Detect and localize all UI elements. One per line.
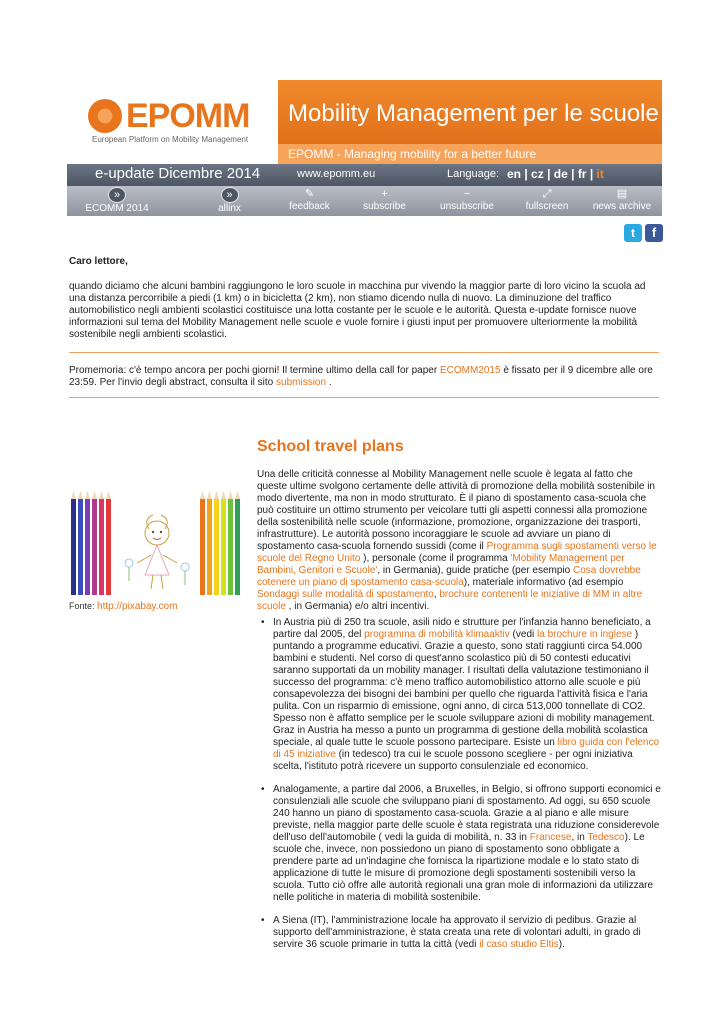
inline-link[interactable]: libro guida con l'elenco di 45 iniziative — [273, 737, 660, 760]
examples-list — [258, 617, 662, 962]
inline-link[interactable]: programma di mobilità klimaaktiv — [364, 629, 510, 640]
inline-text: ). Le scuole che, invece, non possiedono un piano di spostamento sono obbligate a prendere parte ad un'indagine che fornisca la ripartizione modale e lo stato stato di applicazione di tutte le misure di promozione degli spostamenti sostenibili verso la scuola. Tutto ciò offre alle autorità regionali una gran mole di informazioni da utilizzare nelle politiche in materia di mobilità sostenibile. — [273, 832, 654, 903]
intro-paragraph: quando diciamo che alcuni bambini raggiungono le loro scuole in macchina pur vivendo la maggior parte di loro vicino la scuola ad una distanza percorribile a piedi (1 km) o in bicicletta (2 km), non stiamo dicendo nulla di nuovo. La diminuzione del traffico automobilistico negli ambienti scolastici costituisce una lotta costante per le scuole e le autorità. Questa e-update fornisce nuove informazioni sul tema del Mobility Management nelle scuole e vuole fornire i giusti input per promuovere ulteriormente la mobilità sostenibile negli ambienti scolastici. — [69, 281, 646, 340]
logo-text: EPOMM — [126, 97, 250, 135]
nav-item-label: feedback — [289, 201, 330, 212]
section-title: School travel plans — [257, 438, 404, 455]
nav-item-label: ECOMM 2014 — [85, 203, 149, 214]
inline-link[interactable]: 'Mobility Management per Bambini, Genitori e Scuole' — [257, 553, 625, 576]
pencil-tip — [99, 491, 104, 499]
reminder-text: è fissato per il 9 dicembre alle ore 23:59. Per l'invio degli abstract, consulta il sito — [69, 365, 653, 388]
inline-link[interactable]: brochure contenenti le iniziative di MM in altre scuole — [257, 589, 643, 612]
pencil — [78, 499, 83, 595]
language-de[interactable]: de — [553, 167, 568, 181]
section-intro — [257, 469, 662, 613]
pencil — [228, 499, 233, 595]
fullscreen-icon: ⤢ — [542, 188, 552, 200]
pencil — [106, 499, 111, 595]
nav-item-feedback[interactable] — [272, 186, 347, 216]
logo-subtitle: European Platform on Mobility Management — [92, 135, 249, 144]
inline-link[interactable]: Sondaggi sulle modalità di spostamento — [257, 589, 434, 600]
title-banner — [278, 80, 662, 144]
inline-text: ). — [558, 939, 565, 950]
archive-icon: ▤ — [616, 188, 628, 200]
language-en[interactable]: en — [507, 167, 522, 181]
inline-link[interactable]: Francese — [529, 832, 572, 843]
nav-item-ecomm-2014[interactable] — [67, 186, 167, 216]
language-it[interactable]: it — [596, 167, 604, 181]
nav-icon-bar — [67, 186, 662, 216]
inline-link[interactable]: la brochure in inglese — [537, 629, 633, 640]
reminder-paragraph — [69, 365, 659, 389]
greeting: Caro lettore, — [69, 256, 128, 267]
inline-link[interactable]: il caso studio Eltis — [479, 939, 559, 950]
pencil — [235, 499, 240, 595]
inline-text: ) puntando a programme educativi. Grazie a questo, sono stati raggiunti circa 54.000 bambini e studenti. Nel corso di quest'anno scolastico più di 50 contesti educativi saranno supportati da un mobility manager. I risultati della valutazione testimoniano il successo del programma: c'è meno traffico automobilistico attorno alle scuole e più consapevolezza dei bisogni dei bambini per quello che riguarda l'attività fisica e l'aria pulita. Con un risparmio di emissione, ogni anno, di circa 513,000 tonnellate di CO2. Spesso non è affatto semplice per le scuole sviluppare azioni di mobility management. Graz in Austria ha messo a punto un programma di gestione della mobilità scolastica speciale, al quale tutte le scuole possono partecipare. Esiste un — [273, 629, 655, 748]
nav-item-subscribe[interactable] — [347, 186, 422, 216]
inline-text: Analogamente, a partire dal 2006, a Bruxelles, in Belgio, si offrono supporti economici e consulenziali alle scuole che sviluppano piani di spostamento. Ad oggi, su 650 scuole 240 hanno un piano di spostamento casa-scuola. Grazie a al piano e alle misure previste, nella maggior parte delle scuole è stata registrata una riduzione considerevole dell'uso dell'automobile ( vedi la guida di mobilità, n. 33 in — [273, 784, 661, 843]
pencil — [99, 499, 104, 595]
double-chevron-icon: » — [221, 187, 239, 203]
pencil — [214, 499, 219, 595]
inline-text: (vedi — [509, 629, 538, 640]
pencil — [71, 499, 76, 595]
nav-item-label: unsubscribe — [440, 201, 494, 212]
ecomm2015-link[interactable]: ECOMM2015 — [439, 365, 501, 376]
image-caption — [69, 601, 177, 612]
pencil-tip — [228, 491, 233, 499]
inline-text: (in tedesco) tra cui le scuole possono scegliere - per ogni iniziativa scelta, l'istituto potrà ricevere un supporto consulenziale ed economico. — [273, 749, 633, 772]
inline-link[interactable]: Cosa dovrebbe cotenere un piano di spostamento casa-scuola — [257, 565, 641, 588]
inline-text: , — [433, 589, 440, 600]
divider — [69, 352, 659, 353]
bullet-icon: • — [261, 784, 265, 795]
pencil — [92, 499, 97, 595]
pencil-tip — [214, 491, 219, 499]
pencil-tip — [85, 491, 90, 499]
pencil-tip — [71, 491, 76, 499]
pencil — [200, 499, 205, 595]
epomm-logo — [80, 95, 270, 150]
nav-item-label: subscribe — [363, 201, 406, 212]
inline-text: , in — [571, 832, 588, 843]
facebook-icon[interactable]: f — [645, 224, 663, 242]
logo-mark-icon — [88, 99, 122, 133]
bullet-icon: • — [261, 915, 265, 926]
submission-link[interactable]: submission — [276, 377, 327, 388]
pencil-tip — [200, 491, 205, 499]
nav-item-label: allinx — [218, 203, 241, 214]
language-separator: | — [521, 167, 532, 181]
reminder-text: . — [326, 377, 332, 388]
pencil — [207, 499, 212, 595]
inline-link[interactable]: Tedesco — [587, 832, 625, 843]
double-chevron-icon: » — [108, 187, 126, 203]
image-caption-label: Fonte: — [69, 601, 95, 611]
tagline: EPOMM - Managing mobility for a better future — [288, 147, 537, 161]
inline-text: In Austria più di 250 tra scuole, asili nido e strutture per l'infanzia hanno beneficiato, a partire dal 2005, del — [273, 617, 651, 640]
pencil-tip — [221, 491, 226, 499]
pencil — [85, 499, 90, 595]
pixabay-link[interactable]: http://pixabay.com — [97, 601, 178, 612]
inline-text: , in Germania), guide pratiche (per esempio — [377, 565, 573, 576]
nav-item-allinx[interactable] — [182, 186, 277, 216]
pencil-tip — [92, 491, 97, 499]
list-item — [258, 784, 662, 904]
divider — [69, 397, 659, 398]
language-separator: | — [567, 167, 578, 181]
tagline-banner — [278, 144, 662, 164]
pencil-tip — [106, 491, 111, 499]
feedback-icon: ✎ — [304, 188, 315, 200]
language-label: Language: — [447, 168, 499, 180]
inline-text: A Siena (IT), l'amministrazione locale ha approvato il servizio di pedibus. Grazie al supporto dell'amministrazione, è stata creata una rete di volontari adulti, in grado di servire 36 scuole primarie in tutta la città (vedi — [273, 915, 641, 950]
nav-top-bar — [67, 164, 662, 186]
twitter-icon[interactable]: t — [624, 224, 642, 242]
nav-item-label: news archive — [592, 201, 652, 212]
list-item — [258, 617, 662, 773]
list-item — [258, 915, 662, 951]
newsletter-title: Mobility Management per le scuole — [288, 100, 659, 127]
language-switcher — [507, 167, 604, 181]
inline-link[interactable]: Programma sugli spostamenti verso le scuole del Regno Unito — [257, 541, 657, 564]
edition-label: e-update Dicembre 2014 — [95, 165, 261, 182]
inline-text: ), materiale informativo (ad esempio — [463, 577, 624, 588]
pencil-tip — [207, 491, 212, 499]
pencil-tip — [235, 491, 240, 499]
unsubscribe-icon: − — [463, 188, 471, 200]
language-fr[interactable]: fr — [577, 167, 587, 181]
inline-text: Una delle criticità connesse al Mobility Management nelle scuole è legata al fatto che queste ultime svolgono certamente delle attività di promozione della mobilità sostenibile in modo divertente, ma non in modo strutturato. È il piano di spostamento casa-scuola che può costituire un ottimo strumento per veicolare tutti gli aspetti connessi alla promozione della sostenibilità nelle scuole (informazione, promozione, organizzazione dei trasporti, infrastrutture). Le autorità possono incoraggiare le scuole ad avviare un piano di spostamento casa-scuola fornendo sussidi (come il — [257, 469, 655, 552]
reminder-text: Promemoria: c'è tempo ancora per pochi giorni! Il termine ultimo della call for paper — [69, 365, 440, 376]
language-separator: | — [586, 167, 597, 181]
language-cz[interactable]: cz — [531, 167, 544, 181]
bullet-icon: • — [261, 617, 265, 628]
inline-text: ), personale (come il programma — [360, 553, 511, 564]
pencil — [221, 499, 226, 595]
subscribe-icon: + — [381, 188, 388, 200]
nav-item-label: fullscreen — [525, 201, 569, 212]
colored-pencils-image — [69, 491, 249, 599]
language-separator: | — [543, 167, 554, 181]
pencil-tip — [78, 491, 83, 499]
nav-item-unsubscribe[interactable] — [422, 186, 512, 216]
inline-text: , in Germania) e/o altri incentivi. — [285, 601, 430, 612]
nav-item-news-archive[interactable] — [582, 186, 662, 216]
website-link[interactable]: www.epomm.eu — [297, 168, 376, 180]
nav-item-fullscreen[interactable] — [512, 186, 582, 216]
